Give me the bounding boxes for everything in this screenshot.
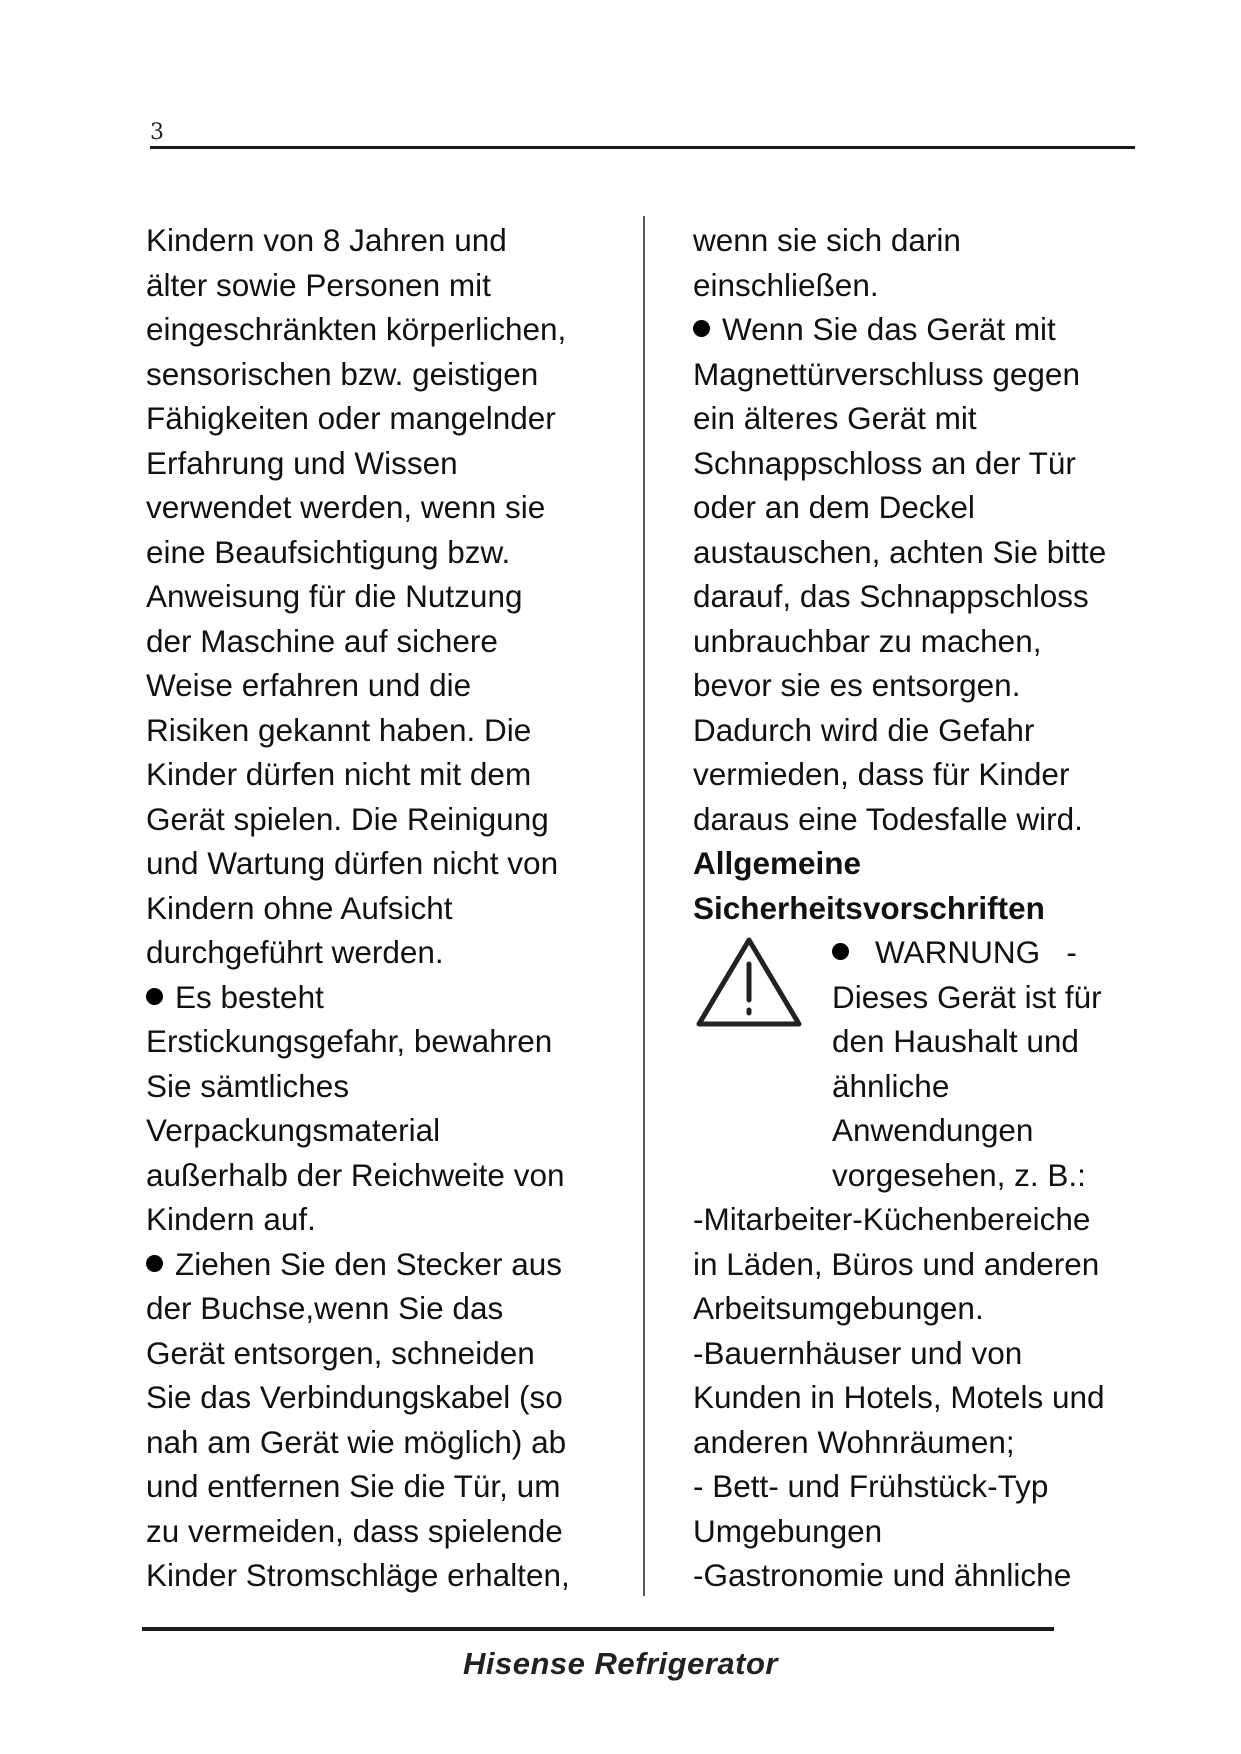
bullet-icon bbox=[146, 988, 163, 1005]
text-line: verwendet werden, wenn sie bbox=[146, 489, 546, 525]
text-line: außerhalb der Reichweite von bbox=[146, 1156, 565, 1193]
footer-rule bbox=[142, 1627, 1054, 1631]
left-column bbox=[146, 218, 616, 1598]
text-line: Kindern ohne Aufsicht bbox=[146, 889, 453, 926]
warning-text bbox=[832, 930, 1102, 1197]
list-item: in Läden, Büros und anderen bbox=[693, 1245, 1100, 1282]
text-line: Weise erfahren und die bbox=[146, 667, 472, 703]
bullet-icon bbox=[693, 320, 710, 337]
text-line: einschließen. bbox=[693, 266, 879, 303]
text-line: vermieden, dass für Kinder bbox=[693, 756, 1070, 792]
text-line: Gerät spielen. Die Reinigung bbox=[146, 800, 549, 837]
text-line: der Buchse,wenn Sie das bbox=[146, 1290, 504, 1326]
bullet-item-disposal bbox=[146, 1242, 616, 1287]
text-line: eingeschränkten körperlichen, bbox=[146, 311, 567, 347]
text-line: eine Beaufsichtigung bzw. bbox=[146, 533, 511, 570]
bullet-icon bbox=[146, 1255, 163, 1272]
page-number: 3 bbox=[150, 120, 164, 145]
text-line: Verpackungsmaterial bbox=[146, 1112, 441, 1148]
bullet-text: WARNUNG - bbox=[875, 934, 1077, 970]
text-line: Kinder Stromschläge erhalten, bbox=[146, 1557, 570, 1593]
list-item: -Gastronomie und ähnliche bbox=[693, 1557, 1072, 1593]
text-line: der Maschine auf sichere bbox=[146, 622, 498, 659]
section-heading: Allgemeine bbox=[693, 845, 862, 881]
text-line: und Wartung dürfen nicht von bbox=[146, 845, 559, 881]
text-line: Erstickungsgefahr, bewahren bbox=[146, 1023, 553, 1059]
text-line: bevor sie es entsorgen. bbox=[693, 667, 1021, 703]
text-line: älter sowie Personen mit bbox=[146, 266, 491, 303]
text-line: Risiken gekannt haben. Die bbox=[146, 711, 532, 748]
text-line: sensorischen bzw. geistigen bbox=[146, 355, 539, 392]
text-line: durchgeführt werden. bbox=[146, 934, 444, 970]
text-line: Schnappschloss an der Tür bbox=[693, 444, 1076, 481]
text-line: ein älteres Gerät mit bbox=[693, 400, 977, 436]
text-line: und entfernen Sie die Tür, um bbox=[146, 1468, 561, 1504]
text-line: vorgesehen, z. B.: bbox=[832, 1156, 1086, 1193]
column-divider bbox=[643, 216, 645, 1596]
bullet-icon bbox=[832, 943, 849, 960]
text-line: Sie das Verbindungskabel (so bbox=[146, 1379, 563, 1415]
warning-block bbox=[693, 930, 1143, 1197]
header-rule bbox=[150, 146, 1135, 149]
text-line: nah am Gerät wie möglich) ab bbox=[146, 1423, 567, 1460]
list-item: Umgebungen bbox=[693, 1512, 883, 1549]
text-line: Anweisung für die Nutzung bbox=[146, 578, 523, 614]
text-line: Sie sämtliches bbox=[146, 1067, 350, 1104]
text-line: Dieses Gerät ist für bbox=[832, 978, 1102, 1015]
text-line: daraus eine Todesfalle wird. bbox=[693, 800, 1083, 837]
bullet-item-warning bbox=[832, 930, 1102, 975]
text-line: austauschen, achten Sie bitte bbox=[693, 533, 1107, 570]
text-line: Dadurch wird die Gefahr bbox=[693, 711, 1035, 748]
bullet-text: Ziehen Sie den Stecker aus bbox=[175, 1245, 562, 1282]
list-item: anderen Wohnräumen; bbox=[693, 1423, 1015, 1460]
list-item: Kunden in Hotels, Motels und bbox=[693, 1379, 1105, 1415]
list-item: -Mitarbeiter-Küchenbereiche bbox=[693, 1201, 1091, 1237]
text-line: Anwendungen bbox=[832, 1112, 1034, 1148]
bullet-item-magnet bbox=[693, 307, 1143, 352]
text-line: ähnliche bbox=[832, 1067, 950, 1104]
text-line: wenn sie sich darin bbox=[693, 222, 961, 258]
text-line: zu vermeiden, dass spielende bbox=[146, 1512, 563, 1549]
text-line: Kindern auf. bbox=[146, 1201, 316, 1237]
text-line: Kindern von 8 Jahren und bbox=[146, 222, 507, 258]
text-line: Gerät entsorgen, schneiden bbox=[146, 1334, 535, 1371]
text-line: oder an dem Deckel bbox=[693, 489, 975, 525]
bullet-text: Wenn Sie das Gerät mit bbox=[722, 311, 1056, 347]
text-line: Magnettürverschluss gegen bbox=[693, 355, 1080, 392]
text-line: unbrauchbar zu machen, bbox=[693, 622, 1042, 659]
text-line: Kinder dürfen nicht mit dem bbox=[146, 756, 532, 792]
right-column bbox=[693, 218, 1143, 1598]
section-heading: Sicherheitsvorschriften bbox=[693, 889, 1045, 926]
list-item: - Bett- und Frühstück-Typ bbox=[693, 1468, 1049, 1504]
text-line: Erfahrung und Wissen bbox=[146, 444, 458, 481]
bullet-text: Es besteht bbox=[175, 978, 324, 1015]
text-line: Fähigkeiten oder mangelnder bbox=[146, 400, 556, 436]
text-line: darauf, das Schnappschloss bbox=[693, 578, 1089, 614]
footer-brand: Hisense Refrigerator bbox=[463, 1646, 778, 1681]
bullet-item-suffocation bbox=[146, 975, 616, 1020]
list-item: Arbeitsumgebungen. bbox=[693, 1290, 984, 1326]
warning-triangle-icon bbox=[693, 934, 805, 1034]
text-line: den Haushalt und bbox=[832, 1023, 1079, 1059]
list-item: -Bauernhäuser und von bbox=[693, 1334, 1023, 1371]
